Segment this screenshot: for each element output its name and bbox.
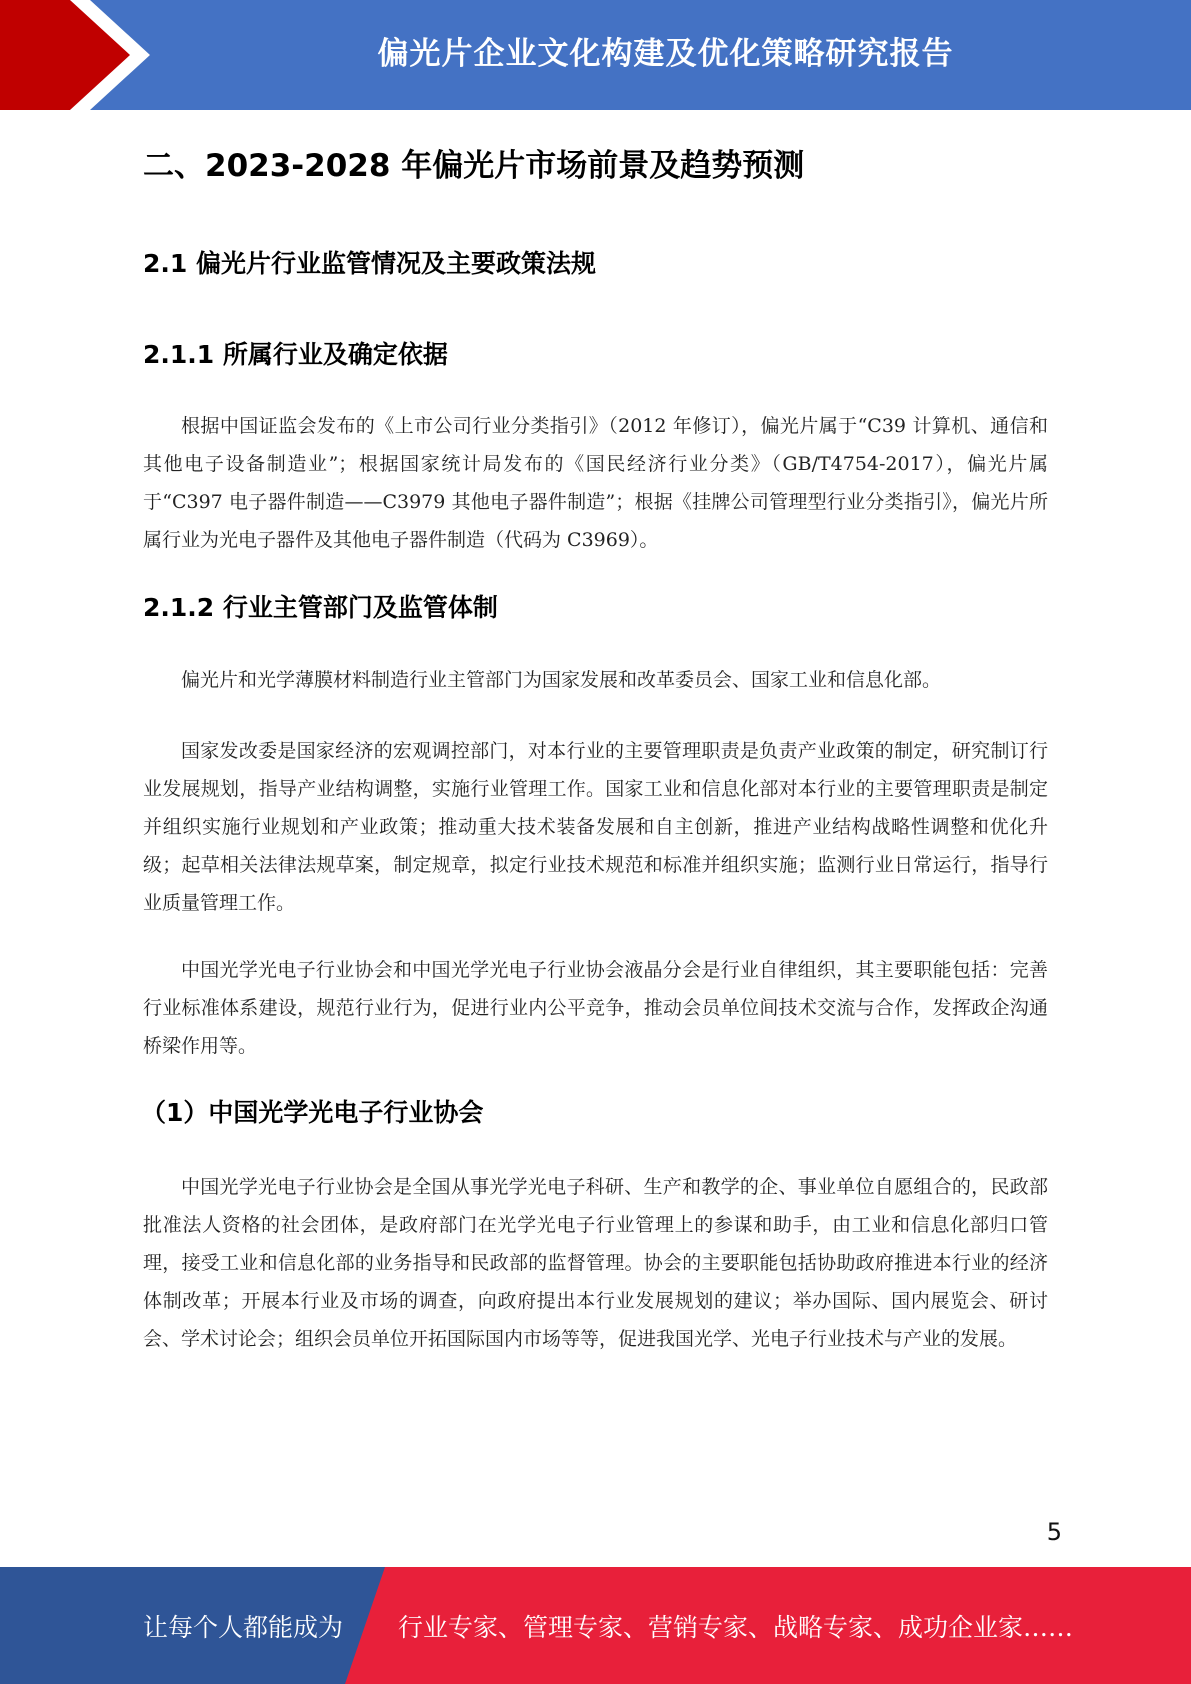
paragraph-association: 中国光学光电子行业协会是全国从事光学光电子科研、生产和教学的企、事业单位自愿组合的，民政部批准法人资格的社会团体，是政府部门在光学光电子行业管理上的参谋和助手，由工业和信息化部归口管理，接受工业和信息化部的业务指导和民政部的监督管理。协会的主要职能包括协助政府推进本行业的经济体制改革；开展本行业及市场的调查，向政府提出本行业发展规划的建议；举办国际、国内展览会、研讨会、学术讨论会；组织会员单位开拓国际国内市场等等，促进我国光学、光电子行业技术与产业的发展。 [143,1176,1048,1350]
header-title: 偏光片企业文化构建及优化策略研究报告 [377,35,954,72]
paragraph-self-regulatory: 中国光学光电子行业协会和中国光学光电子行业协会液晶分会是行业自律组织，其主要职能包括：完善行业标准体系建设，规范行业行为，促进行业内公平竞争，推动会员单位间技术交流与合作，发挥政企沟通桥梁作用等。 [143,959,1048,1057]
footer-slogan-right: 行业专家、管理专家、营销专家、战略专家、成功企业家…… [398,1612,1074,1642]
section-heading: 2.1 偏光片行业监管情况及主要政策法规 [143,249,596,278]
header-arrow-decoration [0,0,160,110]
subheading-association: （1）中国光学光电子行业协会 [141,1098,484,1127]
subsection-heading-industry: 2.1.1 所属行业及确定依据 [143,340,448,369]
footer-slogan-left: 让每个人都能成为 [143,1612,344,1642]
page-number: 5 [1046,1518,1062,1546]
paragraph-ndrc-miit: 国家发改委是国家经济的宏观调控部门，对本行业的主要管理职责是负责产业政策的制定，研究制订行业发展规划，指导产业结构调整，实施行业管理工作。国家工业和信息化部对本行业的主要管理职责是制定并组织实施行业规划和产业政策；推动重大技术装备发展和自主创新，推进产业结构战略性调整和优化升级；起草相关法律法规草案，制定规章，拟定行业技术规范和标准并组织实施；监测行业日常运行，指导行业质量管理工作。 [143,740,1048,914]
page-header [0,0,1191,110]
paragraph-industry-classification: 根据中国证监会发布的《上市公司行业分类指引》（2012 年修订），偏光片属于“C39 计算机、通信和其他电子设备制造业”；根据国家统计局发布的《国民经济行业分类》（GB/T4754-2017），偏光片属于“C397 电子器件制造——C3979 其他电子器件制造”；根据《挂牌公司管理型行业分类指引》，偏光片所属行业为光电子器件及其他电子器件制造（代码为 C3969）。 [143,415,1048,551]
subsection-heading-regulation: 2.1.2 行业主管部门及监管体制 [143,593,498,622]
page-footer [0,1567,1191,1684]
paragraph-authorities: 偏光片和光学薄膜材料制造行业主管部门为国家发展和改革委员会、国家工业和信息化部。 [181,669,942,691]
chapter-heading: 二、2023-2028 年偏光片市场前景及趋势预测 [143,148,805,184]
